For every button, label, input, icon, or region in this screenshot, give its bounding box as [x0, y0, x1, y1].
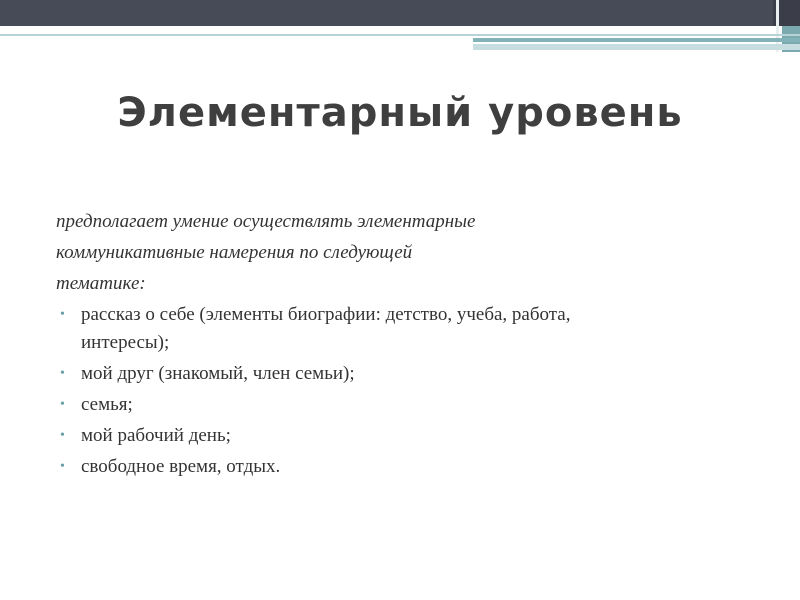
bullet-icon: • — [60, 366, 65, 381]
header-divider-line — [0, 34, 800, 36]
intro-paragraph — [56, 206, 756, 299]
slide-title: Элементарный уровень — [117, 90, 683, 136]
topic-text: семья; — [81, 394, 133, 415]
topic-item — [56, 360, 756, 388]
slide-body — [56, 206, 756, 484]
topic-text: свободное время, отдых. — [81, 456, 281, 477]
topic-item — [56, 422, 756, 450]
topic-item — [56, 391, 756, 419]
bullet-icon: • — [60, 428, 65, 443]
header-teal-bar — [473, 38, 800, 42]
header-bar-dark — [0, 0, 800, 26]
topic-text: мой друг (знакомый, член семьи); — [81, 363, 355, 384]
topic-text: мой рабочий день; — [81, 425, 231, 446]
topic-text-continued: интересы); — [81, 332, 170, 353]
bullet-icon: • — [60, 307, 65, 322]
topics-list — [56, 301, 756, 481]
bullet-icon: • — [60, 459, 65, 474]
intro-line: коммуникативные намерения по следующей — [56, 242, 413, 263]
topic-item — [56, 453, 756, 481]
intro-line: тематике: — [56, 273, 146, 294]
intro-line: предполагает умение осуществлять элементарные — [56, 211, 476, 232]
topic-text: рассказ о себе (элементы биографии: детство, учеба, работа, — [81, 304, 571, 325]
header-teal-bar-light — [473, 44, 800, 50]
topic-item — [56, 301, 756, 357]
bullet-icon: • — [60, 397, 65, 412]
